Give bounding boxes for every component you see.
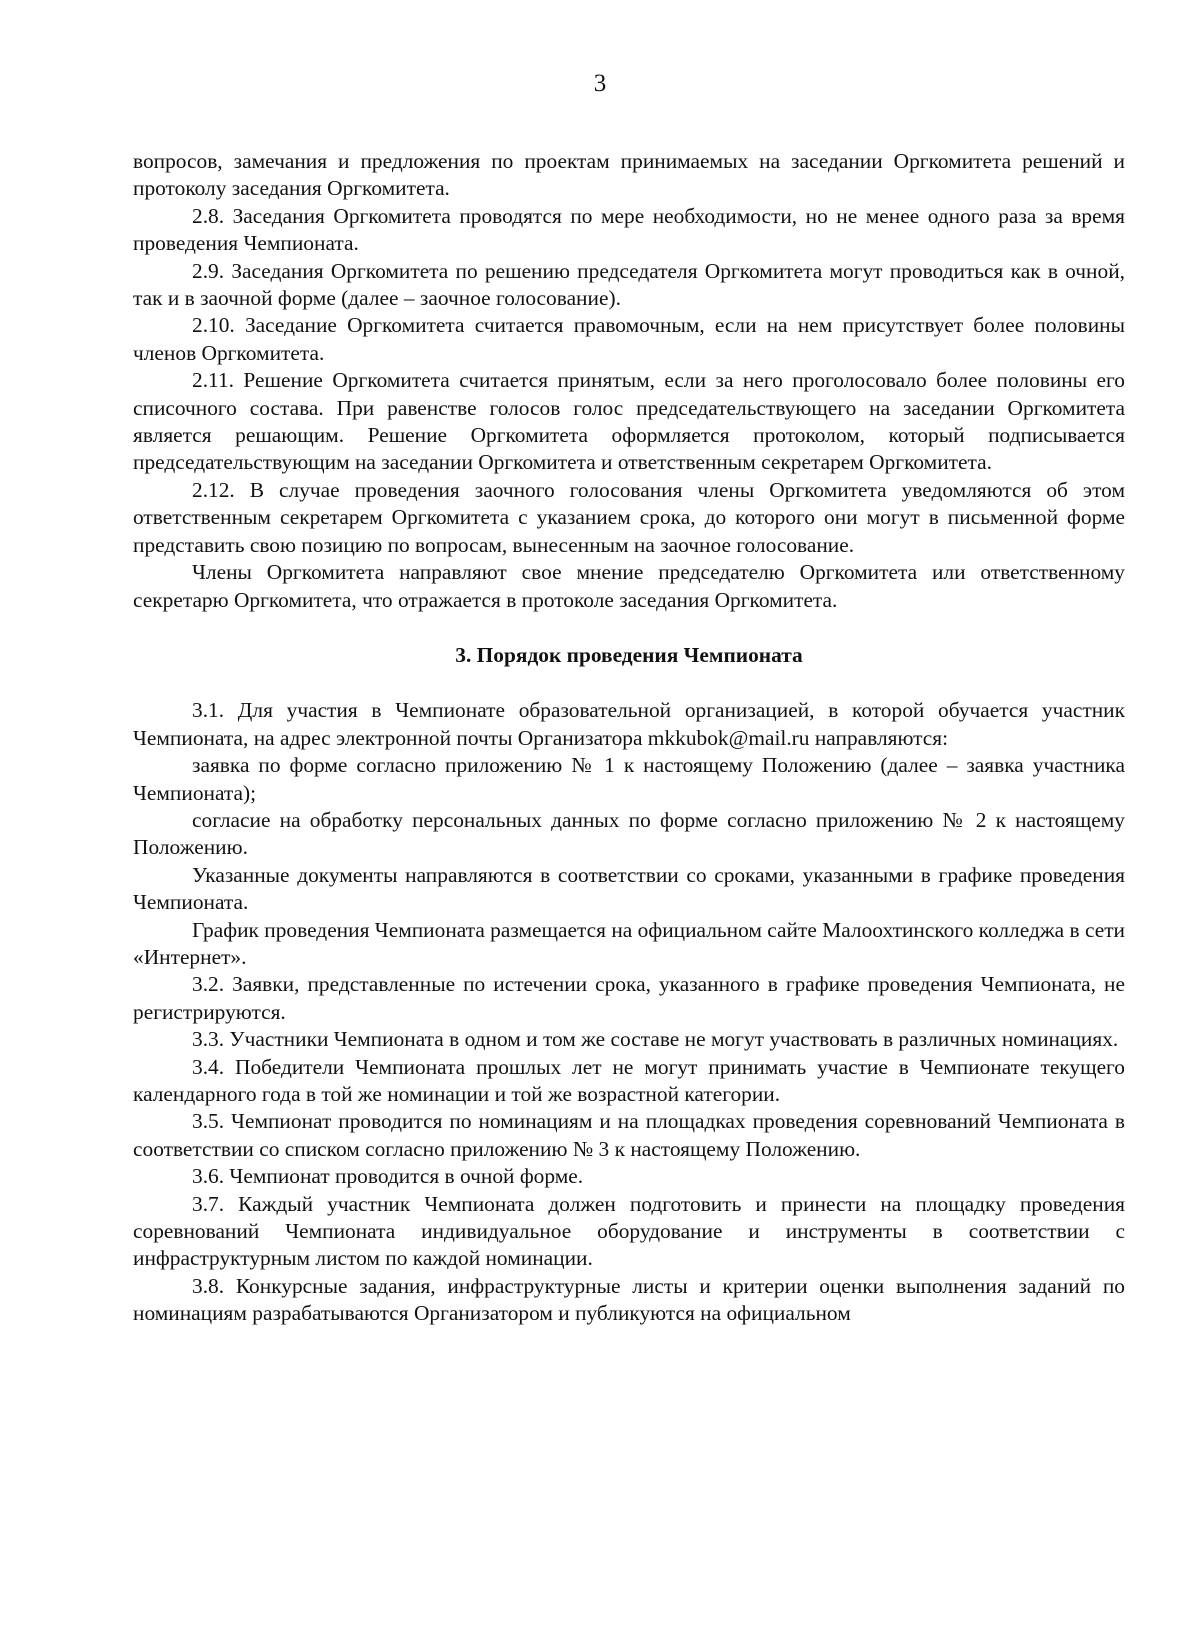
paragraph-2-9: 2.9. Заседания Оргкомитета по решению председателя Оргкомитета могут проводиться как в очной, так и в заочной форме (далее – заочное голосование). [133, 258, 1125, 311]
document-body [133, 148, 1125, 1328]
paragraph-3-3: 3.3. Участники Чемпионата в одном и том же составе не могут участвовать в различных номинациях. [192, 1027, 1119, 1052]
paragraph-2-10: 2.10. Заседание Оргкомитета считается правомочным, если на нем присутствует более половины членов Оргкомитета. [133, 313, 1125, 365]
paragraph-schedule: График проведения Чемпионата размещается на официальном сайте Малоохтинского колледжа в сети «Интернет». [133, 917, 1125, 969]
paragraph-3-2: 3.2. Заявки, представленные по истечении срока, указанного в графике проведения Чемпионата, не регистрируются. [133, 972, 1125, 1024]
paragraph-3-5: 3.5. Чемпионат проводится по номинациям и на площадках проведения соревнований Чемпионата в соответствии со списком согласно приложению № 3 к настоящему Положению. [133, 1109, 1125, 1161]
paragraph-3-6: 3.6. Чемпионат проводится в очной форме. [192, 1164, 584, 1189]
paragraph-consent: согласие на обработку персональных данных по форме согласно приложению № 2 к настоящему Положению. [133, 807, 1125, 860]
paragraph-3-7: 3.7. Каждый участник Чемпионата должен подготовить и принести на площадку проведения соревнований Чемпионата индивидуальное оборудование и инструменты в соответствии с инфраструктурным листом по каждой номинации. [133, 1191, 1125, 1271]
paragraph-2-12: 2.12. В случае проведения заочного голосования члены Оргкомитета уведомляются об этом ответственным секретарем Оргкомитета с указанием срока, до которого они могут в письменной форме представить свою позицию по вопросам, вынесенным на заочное голосование. [133, 477, 1125, 557]
paragraph-continuation: вопросов, замечания и предложения по проектам принимаемых на заседании Оргкомитета решений и протоколу заседания Оргкомитета. [133, 149, 1125, 201]
paragraph-3-4: 3.4. Победители Чемпионата прошлых лет не могут принимать участие в Чемпионате текущего календарного года в той же номинации и той же возрастной категории. [133, 1054, 1125, 1106]
paragraph-members-opinion: Члены Оргкомитета направляют свое мнение председателю Оргкомитета или ответственному секретарю Оргкомитета, что отражается в протоколе заседания Оргкомитета. [133, 560, 1125, 612]
page-number: 3 [593, 70, 607, 97]
paragraph-2-11: 2.11. Решение Оргкомитета считается принятым, если за него проголосовало более половины его списочного состава. При равенстве голосов голос председательствующего на заседании Оргкомитета является решающим. Решение Оргкомитета оформляется протоколом, который подписывается председательствующим на заседании Оргкомитета и ответственным секретарем Оргкомитета. [133, 368, 1125, 475]
paragraph-application-form: заявка по форме согласно приложению № 1 к настоящему Положению (далее – заявка участника Чемпионата); [133, 753, 1125, 805]
paragraph-documents-deadline: Указанные документы направляются в соответствии со сроками, указанными в графике проведения Чемпионата. [133, 862, 1125, 915]
section-title: 3. Порядок проведения Чемпионата [455, 642, 803, 667]
paragraph-2-8: 2.8. Заседания Оргкомитета проводятся по мере необходимости, но не менее одного раза за время проведения Чемпионата. [133, 203, 1125, 256]
paragraph-3-8: 3.8. Конкурсные задания, инфраструктурные листы и критерии оценки выполнения заданий по номинациям разрабатываются Организатором и публикуются на официальном [133, 1273, 1125, 1326]
paragraph-3-1: 3.1. Для участия в Чемпионате образовательной организацией, в которой обучается участник Чемпионата, на адрес электронной почты Организатора mkkubok@mail.ru направляются: [133, 698, 1125, 750]
